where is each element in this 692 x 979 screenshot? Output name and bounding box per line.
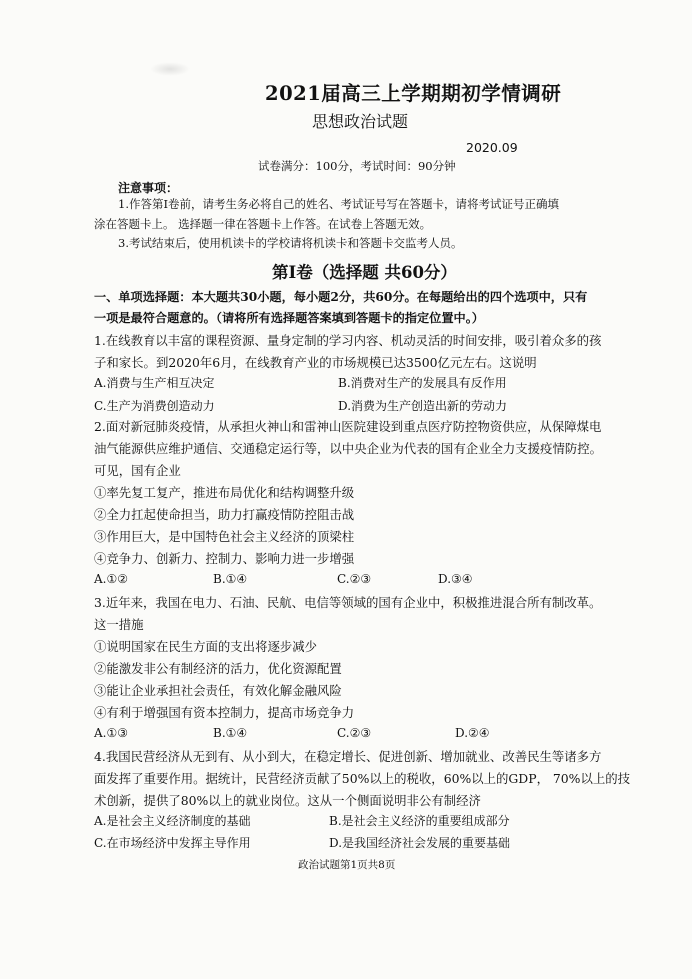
question-4-option-d: D.是我国经济社会发展的重要基础 — [329, 836, 511, 850]
question-3-statement-4: ④有利于增强国有资本控制力，提高市场竞争力 — [94, 705, 355, 720]
scan-smudge — [150, 62, 190, 76]
note-item-1-line-1: 1.作答第Ⅰ卷前，请考生务必将自己的姓名、考试证号写在答题卡，请将考试证号正确填 — [118, 197, 560, 211]
question-2-statement-1: ①率先复工复产，推进布局优化和结构调整升级 — [94, 485, 355, 500]
question-2-statement-2: ②全力扛起使命担当，助力打赢疫情防控阻击战 — [94, 507, 355, 522]
question-3-statement-3: ③能让企业承担社会责任，有效化解金融风险 — [94, 683, 342, 698]
question-1-option-d: D.消费为生产创造出新的劳动力 — [338, 399, 508, 413]
question-2-option-c: C.②③ — [337, 572, 372, 586]
section-title: 第Ⅰ卷（选择题 共60分） — [272, 263, 457, 282]
question-2-statement-4: ④竞争力、创新力、控制力、影响力进一步增强 — [94, 551, 355, 566]
question-3-option-c: C.②③ — [337, 726, 372, 740]
question-4-stem-line-2: 面发挥了重要作用。据统计，民营经济贡献了50%以上的税收，60%以上的GDP， 70%以上的技 — [94, 771, 631, 786]
question-3-stem-line-1: 3.近年来，我国在电力、石油、民航、电信等领域的国有企业中，积极推进混合所有制改革。 — [94, 595, 602, 610]
question-4-option-a: A.是社会主义经济制度的基础 — [94, 814, 251, 828]
question-1-option-c: C.生产为消费创造动力 — [94, 399, 215, 413]
exam-date: 2020.09 — [466, 140, 518, 155]
question-1-option-a: A.消费与生产相互决定 — [94, 376, 215, 390]
notes-block — [94, 195, 634, 254]
note-item-3: 3.考试结束后，使用机读卡的学校请将机读卡和答题卡交监考人员。 — [118, 236, 463, 250]
question-2-stem-line-2: 油气能源供应维护通信、交通稳定运行等，以中央企业为代表的国有企业全力支援疫情防控。 — [94, 441, 603, 456]
question-3-option-d: D.②④ — [455, 726, 490, 740]
question-4-stem-line-3: 术创新，提供了80%以上的就业岗位。这从一个侧面说明非公有制经济 — [94, 793, 481, 808]
question-2-stem-line-3: 可见，国有企业 — [94, 463, 181, 478]
question-4-stem-line-1: 4.我国民营经济从无到有、从小到大，在稳定增长、促进创新、增加就业、改善民生等诸多方 — [94, 749, 602, 764]
question-3-stem-line-2: 这一措施 — [94, 617, 144, 632]
question-2-option-a: A.①② — [94, 572, 128, 586]
question-2-option-d: D.③④ — [438, 572, 473, 586]
section-instructions — [94, 287, 654, 329]
question-4-option-b: B.是社会主义经济的重要组成部分 — [329, 814, 510, 828]
instructions-line-2: 一项是最符合题意的。（请将所有选择题答案填到答题卡的指定位置中。） — [94, 311, 484, 325]
note-item-1-line-2: 涂在答题卡上。 选择题一律在答题卡上作答。在试卷上答题无效。 — [94, 216, 432, 231]
question-3-option-a: A.①③ — [94, 726, 128, 740]
question-3-option-b: B.①④ — [213, 726, 248, 740]
question-1-stem-line-2: 子和家长。到2020年6月，在线教育产业的市场规模已达3500亿元左右。这说明 — [94, 355, 537, 370]
question-2-option-b: B.①④ — [213, 572, 248, 586]
exam-subtitle: 思想政治试题 — [312, 112, 409, 131]
question-2-statement-3: ③作用巨大，是中国特色社会主义经济的顶梁柱 — [94, 529, 355, 544]
question-2-stem-line-1: 2.面对新冠肺炎疫情，从承担火神山和雷神山医院建设到重点医疗防控物资供应，从保障煤电 — [94, 419, 602, 434]
instructions-line-1: 一、单项选择题：本大题共30小题，每小题2分，共60分。在每题给出的四个选项中，只有 — [94, 290, 588, 304]
exam-title: 2021届高三上学期期初学情调研 — [265, 82, 562, 105]
question-1-stem-line-1: 1.在线教育以丰富的课程资源、量身定制的学习内容、机动灵活的时间安排，吸引着众多的孩 — [94, 333, 602, 348]
question-4-option-c: C.在市场经济中发挥主导作用 — [94, 836, 251, 850]
exam-info: 试卷满分：100分，考试时间：90分钟 — [258, 159, 456, 173]
question-1-option-b: B.消费对生产的发展具有反作用 — [338, 376, 507, 390]
question-3-statement-1: ①说明国家在民生方面的支出将逐步减少 — [94, 639, 318, 654]
notes-title: 注意事项： — [118, 181, 179, 195]
question-3-statement-2: ②能激发非公有制经济的活力，优化资源配置 — [94, 661, 342, 676]
page-footer: 政治试题第1页共8页 — [298, 859, 396, 871]
